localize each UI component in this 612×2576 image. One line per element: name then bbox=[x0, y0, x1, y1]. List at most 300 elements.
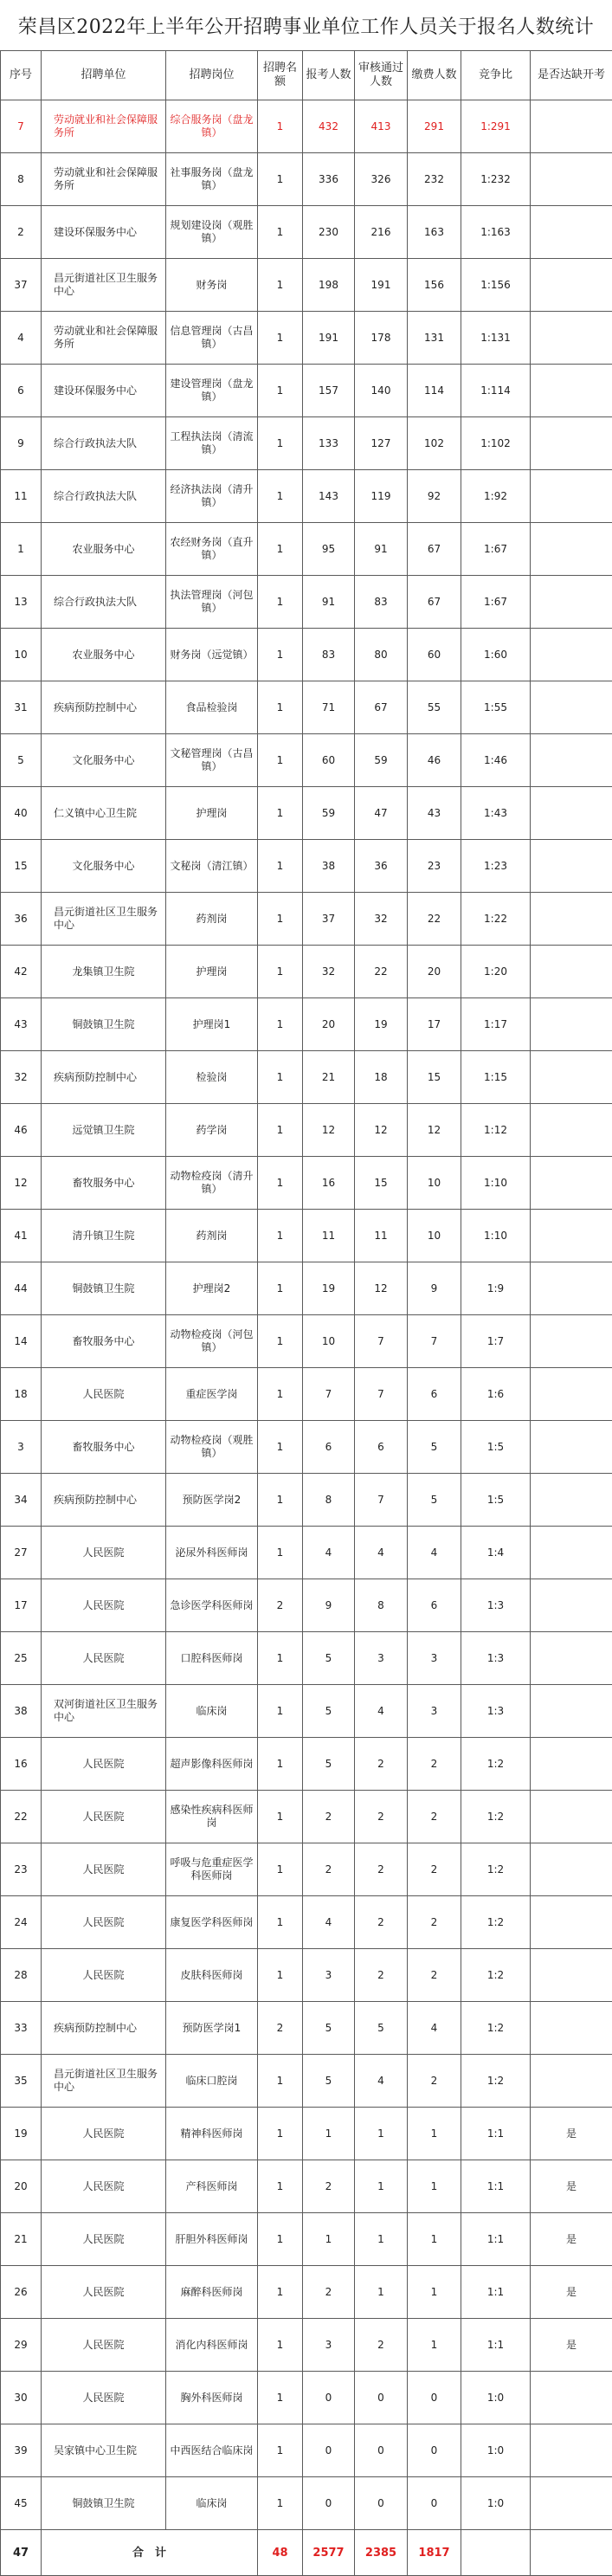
cell-post: 药剂岗 bbox=[166, 1210, 258, 1262]
header-open: 是否达缺开考 bbox=[531, 51, 612, 100]
cell-passed: 1 bbox=[355, 2213, 408, 2266]
table-row bbox=[1, 1685, 612, 1738]
cell-no: 13 bbox=[1, 576, 42, 629]
cell-quota: 1 bbox=[258, 1104, 303, 1157]
cell-unit: 人民医院 bbox=[42, 1791, 166, 1843]
cell-post: 工程执法岗（清流镇） bbox=[166, 417, 258, 470]
cell-ratio: 1:1 bbox=[461, 2319, 531, 2372]
cell-paid: 60 bbox=[408, 629, 461, 681]
cell-post: 皮肤科医师岗 bbox=[166, 1949, 258, 2002]
cell-applied: 95 bbox=[303, 523, 355, 576]
cell-passed: 413 bbox=[355, 100, 408, 153]
cell-passed: 1 bbox=[355, 2108, 408, 2160]
table-row bbox=[1, 259, 612, 312]
cell-paid: 2 bbox=[408, 1791, 461, 1843]
cell-quota: 1 bbox=[258, 2372, 303, 2424]
cell-passed: 3 bbox=[355, 1632, 408, 1685]
cell-quota: 1 bbox=[258, 259, 303, 312]
header-no: 序号 bbox=[1, 51, 42, 100]
cell-passed: 2 bbox=[355, 1791, 408, 1843]
cell-ratio: 1:10 bbox=[461, 1210, 531, 1262]
cell-ratio: 1:4 bbox=[461, 1527, 531, 1579]
cell-ratio: 1:2 bbox=[461, 1843, 531, 1896]
cell-paid: 10 bbox=[408, 1210, 461, 1262]
header-applied: 报考人数 bbox=[303, 51, 355, 100]
cell-passed: 8 bbox=[355, 1579, 408, 1632]
cell-post: 信息管理岗（古昌镇） bbox=[166, 312, 258, 365]
cell-quota: 1 bbox=[258, 1157, 303, 1210]
cell-no: 22 bbox=[1, 1791, 42, 1843]
cell-unit: 仁义镇中心卫生院 bbox=[42, 787, 166, 840]
cell-applied: 5 bbox=[303, 1632, 355, 1685]
cell-post: 财务岗 bbox=[166, 259, 258, 312]
cell-quota: 1 bbox=[258, 576, 303, 629]
cell-applied: 8 bbox=[303, 1474, 355, 1527]
table-row bbox=[1, 2108, 612, 2160]
cell-ratio: 1:92 bbox=[461, 470, 531, 523]
cell-post: 重症医学岗 bbox=[166, 1368, 258, 1421]
cell-open bbox=[531, 206, 612, 259]
cell-unit: 综合行政执法大队 bbox=[42, 470, 166, 523]
cell-quota: 1 bbox=[258, 2477, 303, 2530]
cell-applied: 59 bbox=[303, 787, 355, 840]
cell-applied: 133 bbox=[303, 417, 355, 470]
cell-open bbox=[531, 576, 612, 629]
cell-quota: 1 bbox=[258, 1474, 303, 1527]
cell-open bbox=[531, 1262, 612, 1315]
cell-open bbox=[531, 946, 612, 998]
cell-ratio: 1:67 bbox=[461, 576, 531, 629]
cell-unit: 综合行政执法大队 bbox=[42, 576, 166, 629]
cell-passed: 83 bbox=[355, 576, 408, 629]
cell-post: 临床岗 bbox=[166, 2477, 258, 2530]
cell-paid: 4 bbox=[408, 1527, 461, 1579]
cell-quota: 1 bbox=[258, 417, 303, 470]
cell-ratio: 1:22 bbox=[461, 893, 531, 946]
cell-applied: 2 bbox=[303, 1843, 355, 1896]
cell-open bbox=[531, 998, 612, 1051]
table-row bbox=[1, 2266, 612, 2319]
cell-unit: 建设环保服务中心 bbox=[42, 206, 166, 259]
cell-paid: 6 bbox=[408, 1579, 461, 1632]
total-passed: 2385 bbox=[355, 2530, 408, 2576]
cell-open bbox=[531, 1315, 612, 1368]
cell-unit: 人民医院 bbox=[42, 1632, 166, 1685]
cell-paid: 55 bbox=[408, 681, 461, 734]
cell-no: 24 bbox=[1, 1896, 42, 1949]
cell-quota: 1 bbox=[258, 1843, 303, 1896]
cell-unit: 畜牧服务中心 bbox=[42, 1157, 166, 1210]
page-title: 荣昌区2022年上半年公开招聘事业单位工作人员关于报名人数统计 bbox=[0, 0, 612, 50]
cell-passed: 140 bbox=[355, 365, 408, 417]
cell-quota: 1 bbox=[258, 734, 303, 787]
cell-post: 规划建设岗（观胜镇） bbox=[166, 206, 258, 259]
cell-quota: 1 bbox=[258, 998, 303, 1051]
cell-paid: 3 bbox=[408, 1685, 461, 1738]
cell-quota: 1 bbox=[258, 787, 303, 840]
cell-unit: 人民医院 bbox=[42, 1368, 166, 1421]
cell-unit: 人民医院 bbox=[42, 2213, 166, 2266]
cell-passed: 18 bbox=[355, 1051, 408, 1104]
cell-quota: 1 bbox=[258, 2108, 303, 2160]
cell-open bbox=[531, 629, 612, 681]
cell-unit: 劳动就业和社会保障服务所 bbox=[42, 312, 166, 365]
cell-applied: 157 bbox=[303, 365, 355, 417]
cell-paid: 20 bbox=[408, 946, 461, 998]
cell-passed: 0 bbox=[355, 2372, 408, 2424]
total-row bbox=[1, 2530, 612, 2576]
cell-post: 护理岗1 bbox=[166, 998, 258, 1051]
cell-ratio: 1:291 bbox=[461, 100, 531, 153]
cell-open bbox=[531, 1949, 612, 2002]
cell-applied: 5 bbox=[303, 1685, 355, 1738]
cell-no: 19 bbox=[1, 2108, 42, 2160]
cell-post: 康复医学科医师岗 bbox=[166, 1896, 258, 1949]
table-row bbox=[1, 576, 612, 629]
cell-paid: 23 bbox=[408, 840, 461, 893]
cell-ratio: 1:6 bbox=[461, 1368, 531, 1421]
table-header-row bbox=[1, 51, 612, 100]
cell-no: 43 bbox=[1, 998, 42, 1051]
cell-applied: 16 bbox=[303, 1157, 355, 1210]
cell-applied: 1 bbox=[303, 2213, 355, 2266]
cell-unit: 双河街道社区卫生服务中心 bbox=[42, 1685, 166, 1738]
table-row bbox=[1, 893, 612, 946]
cell-paid: 17 bbox=[408, 998, 461, 1051]
cell-paid: 1 bbox=[408, 2266, 461, 2319]
cell-no: 44 bbox=[1, 1262, 42, 1315]
cell-open bbox=[531, 1791, 612, 1843]
cell-ratio: 1:3 bbox=[461, 1685, 531, 1738]
cell-ratio: 1:2 bbox=[461, 2055, 531, 2108]
cell-passed: 80 bbox=[355, 629, 408, 681]
cell-no: 15 bbox=[1, 840, 42, 893]
cell-quota: 1 bbox=[258, 1949, 303, 2002]
table-row bbox=[1, 206, 612, 259]
table-row bbox=[1, 2319, 612, 2372]
cell-applied: 432 bbox=[303, 100, 355, 153]
header-paid: 缴费人数 bbox=[408, 51, 461, 100]
cell-ratio: 1:43 bbox=[461, 787, 531, 840]
cell-unit: 劳动就业和社会保障服务所 bbox=[42, 153, 166, 206]
cell-passed: 1 bbox=[355, 2266, 408, 2319]
table-row bbox=[1, 2055, 612, 2108]
cell-open bbox=[531, 312, 612, 365]
cell-open bbox=[531, 1527, 612, 1579]
cell-post: 经济执法岗（清升镇） bbox=[166, 470, 258, 523]
cell-ratio: 1:7 bbox=[461, 1315, 531, 1368]
cell-paid: 131 bbox=[408, 312, 461, 365]
cell-applied: 32 bbox=[303, 946, 355, 998]
cell-quota: 1 bbox=[258, 1527, 303, 1579]
total-applied: 2577 bbox=[303, 2530, 355, 2576]
cell-quota: 1 bbox=[258, 1210, 303, 1262]
cell-passed: 2 bbox=[355, 1949, 408, 2002]
cell-unit: 人民医院 bbox=[42, 1949, 166, 2002]
cell-applied: 71 bbox=[303, 681, 355, 734]
cell-applied: 4 bbox=[303, 1527, 355, 1579]
cell-no: 38 bbox=[1, 1685, 42, 1738]
cell-post: 护理岗 bbox=[166, 946, 258, 998]
cell-applied: 91 bbox=[303, 576, 355, 629]
header-post: 招聘岗位 bbox=[166, 51, 258, 100]
cell-paid: 15 bbox=[408, 1051, 461, 1104]
cell-post: 临床岗 bbox=[166, 1685, 258, 1738]
cell-quota: 1 bbox=[258, 523, 303, 576]
cell-ratio: 1:0 bbox=[461, 2424, 531, 2477]
cell-unit: 疾病预防控制中心 bbox=[42, 1051, 166, 1104]
cell-passed: 127 bbox=[355, 417, 408, 470]
cell-passed: 4 bbox=[355, 2055, 408, 2108]
table-row bbox=[1, 417, 612, 470]
cell-quota: 1 bbox=[258, 840, 303, 893]
cell-post: 财务岗（远觉镇） bbox=[166, 629, 258, 681]
cell-passed: 11 bbox=[355, 1210, 408, 1262]
total-ratio bbox=[461, 2530, 531, 2576]
cell-no: 14 bbox=[1, 1315, 42, 1368]
cell-ratio: 1:2 bbox=[461, 1949, 531, 2002]
cell-passed: 178 bbox=[355, 312, 408, 365]
cell-quota: 1 bbox=[258, 2160, 303, 2213]
cell-paid: 156 bbox=[408, 259, 461, 312]
cell-unit: 劳动就业和社会保障服务所 bbox=[42, 100, 166, 153]
cell-open bbox=[531, 1685, 612, 1738]
cell-unit: 疾病预防控制中心 bbox=[42, 2002, 166, 2055]
cell-ratio: 1:15 bbox=[461, 1051, 531, 1104]
cell-quota: 1 bbox=[258, 1685, 303, 1738]
header-passed: 审核通过人数 bbox=[355, 51, 408, 100]
cell-passed: 2 bbox=[355, 2319, 408, 2372]
cell-unit: 人民医院 bbox=[42, 1896, 166, 1949]
cell-open: 是 bbox=[531, 2160, 612, 2213]
cell-open bbox=[531, 1210, 612, 1262]
cell-paid: 43 bbox=[408, 787, 461, 840]
table-row bbox=[1, 1210, 612, 1262]
table-row bbox=[1, 2372, 612, 2424]
cell-applied: 5 bbox=[303, 2055, 355, 2108]
cell-no: 9 bbox=[1, 417, 42, 470]
cell-post: 呼吸与危重症医学科医师岗 bbox=[166, 1843, 258, 1896]
cell-open bbox=[531, 259, 612, 312]
cell-open: 是 bbox=[531, 2319, 612, 2372]
cell-open bbox=[531, 1738, 612, 1791]
cell-unit: 农业服务中心 bbox=[42, 523, 166, 576]
cell-no: 46 bbox=[1, 1104, 42, 1157]
cell-no: 36 bbox=[1, 893, 42, 946]
cell-post: 口腔科医师岗 bbox=[166, 1632, 258, 1685]
table-row bbox=[1, 734, 612, 787]
cell-quota: 1 bbox=[258, 470, 303, 523]
cell-no: 26 bbox=[1, 2266, 42, 2319]
cell-paid: 22 bbox=[408, 893, 461, 946]
cell-no: 5 bbox=[1, 734, 42, 787]
cell-ratio: 1:55 bbox=[461, 681, 531, 734]
cell-post: 文秘管理岗（古昌镇） bbox=[166, 734, 258, 787]
cell-post: 动物检疫岗（观胜镇） bbox=[166, 1421, 258, 1474]
cell-paid: 232 bbox=[408, 153, 461, 206]
cell-no: 35 bbox=[1, 2055, 42, 2108]
table-row bbox=[1, 1632, 612, 1685]
cell-paid: 163 bbox=[408, 206, 461, 259]
cell-passed: 191 bbox=[355, 259, 408, 312]
table-row bbox=[1, 1738, 612, 1791]
cell-post: 动物检疫岗（河包镇） bbox=[166, 1315, 258, 1368]
cell-paid: 2 bbox=[408, 1843, 461, 1896]
cell-applied: 11 bbox=[303, 1210, 355, 1262]
cell-unit: 铜鼓镇卫生院 bbox=[42, 998, 166, 1051]
total-quota: 48 bbox=[258, 2530, 303, 2576]
cell-no: 33 bbox=[1, 2002, 42, 2055]
cell-unit: 人民医院 bbox=[42, 1527, 166, 1579]
cell-no: 8 bbox=[1, 153, 42, 206]
cell-post: 护理岗2 bbox=[166, 1262, 258, 1315]
cell-applied: 37 bbox=[303, 893, 355, 946]
cell-applied: 10 bbox=[303, 1315, 355, 1368]
cell-post: 护理岗 bbox=[166, 787, 258, 840]
cell-passed: 91 bbox=[355, 523, 408, 576]
cell-post: 药学岗 bbox=[166, 1104, 258, 1157]
table-row bbox=[1, 470, 612, 523]
cell-quota: 1 bbox=[258, 1896, 303, 1949]
cell-no: 39 bbox=[1, 2424, 42, 2477]
cell-unit: 吴家镇中心卫生院 bbox=[42, 2424, 166, 2477]
cell-passed: 4 bbox=[355, 1527, 408, 1579]
cell-quota: 1 bbox=[258, 1738, 303, 1791]
cell-ratio: 1:1 bbox=[461, 2108, 531, 2160]
cell-no: 29 bbox=[1, 2319, 42, 2372]
cell-applied: 336 bbox=[303, 153, 355, 206]
cell-passed: 19 bbox=[355, 998, 408, 1051]
cell-paid: 102 bbox=[408, 417, 461, 470]
cell-applied: 0 bbox=[303, 2477, 355, 2530]
cell-passed: 6 bbox=[355, 1421, 408, 1474]
cell-paid: 0 bbox=[408, 2372, 461, 2424]
cell-quota: 1 bbox=[258, 2213, 303, 2266]
cell-quota: 1 bbox=[258, 1262, 303, 1315]
table-row bbox=[1, 100, 612, 153]
cell-applied: 83 bbox=[303, 629, 355, 681]
cell-open: 是 bbox=[531, 2213, 612, 2266]
cell-open bbox=[531, 1051, 612, 1104]
cell-no: 6 bbox=[1, 365, 42, 417]
cell-post: 检验岗 bbox=[166, 1051, 258, 1104]
cell-unit: 人民医院 bbox=[42, 2160, 166, 2213]
cell-quota: 1 bbox=[258, 893, 303, 946]
cell-paid: 7 bbox=[408, 1315, 461, 1368]
cell-post: 农经财务岗（直升镇） bbox=[166, 523, 258, 576]
cell-post: 急诊医学科医师岗 bbox=[166, 1579, 258, 1632]
cell-open bbox=[531, 153, 612, 206]
cell-passed: 326 bbox=[355, 153, 408, 206]
cell-post: 食品检验岗 bbox=[166, 681, 258, 734]
cell-paid: 0 bbox=[408, 2424, 461, 2477]
cell-quota: 1 bbox=[258, 1315, 303, 1368]
cell-paid: 5 bbox=[408, 1421, 461, 1474]
cell-unit: 人民医院 bbox=[42, 2319, 166, 2372]
cell-applied: 5 bbox=[303, 2002, 355, 2055]
cell-passed: 47 bbox=[355, 787, 408, 840]
cell-quota: 1 bbox=[258, 1791, 303, 1843]
table-row bbox=[1, 2160, 612, 2213]
cell-no: 17 bbox=[1, 1579, 42, 1632]
cell-open bbox=[531, 787, 612, 840]
cell-ratio: 1:60 bbox=[461, 629, 531, 681]
cell-post: 胸外科医师岗 bbox=[166, 2372, 258, 2424]
cell-passed: 22 bbox=[355, 946, 408, 998]
cell-no: 34 bbox=[1, 1474, 42, 1527]
cell-no: 42 bbox=[1, 946, 42, 998]
cell-unit: 人民医院 bbox=[42, 1738, 166, 1791]
cell-paid: 67 bbox=[408, 576, 461, 629]
cell-post: 药剂岗 bbox=[166, 893, 258, 946]
cell-ratio: 1:23 bbox=[461, 840, 531, 893]
cell-open bbox=[531, 1632, 612, 1685]
cell-ratio: 1:67 bbox=[461, 523, 531, 576]
cell-applied: 20 bbox=[303, 998, 355, 1051]
cell-no: 7 bbox=[1, 100, 42, 153]
cell-ratio: 1:12 bbox=[461, 1104, 531, 1157]
total-open bbox=[531, 2530, 612, 2576]
header-unit: 招聘单位 bbox=[42, 51, 166, 100]
cell-applied: 2 bbox=[303, 2160, 355, 2213]
cell-passed: 7 bbox=[355, 1368, 408, 1421]
cell-no: 21 bbox=[1, 2213, 42, 2266]
cell-ratio: 1:1 bbox=[461, 2160, 531, 2213]
cell-passed: 32 bbox=[355, 893, 408, 946]
cell-quota: 1 bbox=[258, 2424, 303, 2477]
table-row bbox=[1, 787, 612, 840]
cell-quota: 1 bbox=[258, 312, 303, 365]
cell-paid: 92 bbox=[408, 470, 461, 523]
table-row bbox=[1, 2424, 612, 2477]
cell-quota: 1 bbox=[258, 1421, 303, 1474]
cell-paid: 12 bbox=[408, 1104, 461, 1157]
cell-quota: 1 bbox=[258, 100, 303, 153]
cell-post: 综合服务岗（盘龙镇） bbox=[166, 100, 258, 153]
cell-passed: 2 bbox=[355, 1738, 408, 1791]
cell-applied: 1 bbox=[303, 2108, 355, 2160]
cell-passed: 12 bbox=[355, 1262, 408, 1315]
cell-ratio: 1:10 bbox=[461, 1157, 531, 1210]
cell-quota: 1 bbox=[258, 2055, 303, 2108]
cell-applied: 21 bbox=[303, 1051, 355, 1104]
cell-applied: 143 bbox=[303, 470, 355, 523]
cell-applied: 19 bbox=[303, 1262, 355, 1315]
cell-open bbox=[531, 365, 612, 417]
cell-ratio: 1:2 bbox=[461, 1791, 531, 1843]
table-row bbox=[1, 2002, 612, 2055]
cell-post: 感染性疾病科医师岗 bbox=[166, 1791, 258, 1843]
cell-ratio: 1:2 bbox=[461, 1896, 531, 1949]
cell-applied: 6 bbox=[303, 1421, 355, 1474]
cell-no: 28 bbox=[1, 1949, 42, 2002]
cell-no: 4 bbox=[1, 312, 42, 365]
cell-unit: 人民医院 bbox=[42, 2372, 166, 2424]
cell-post: 肝胆外科医师岗 bbox=[166, 2213, 258, 2266]
cell-passed: 1 bbox=[355, 2160, 408, 2213]
cell-quota: 1 bbox=[258, 2319, 303, 2372]
cell-ratio: 1:2 bbox=[461, 2002, 531, 2055]
cell-post: 预防医学岗2 bbox=[166, 1474, 258, 1527]
cell-passed: 0 bbox=[355, 2424, 408, 2477]
cell-unit: 人民医院 bbox=[42, 1579, 166, 1632]
cell-ratio: 1:46 bbox=[461, 734, 531, 787]
cell-applied: 2 bbox=[303, 2266, 355, 2319]
cell-passed: 7 bbox=[355, 1315, 408, 1368]
cell-unit: 畜牧服务中心 bbox=[42, 1421, 166, 1474]
cell-ratio: 1:20 bbox=[461, 946, 531, 998]
cell-unit: 人民医院 bbox=[42, 2108, 166, 2160]
